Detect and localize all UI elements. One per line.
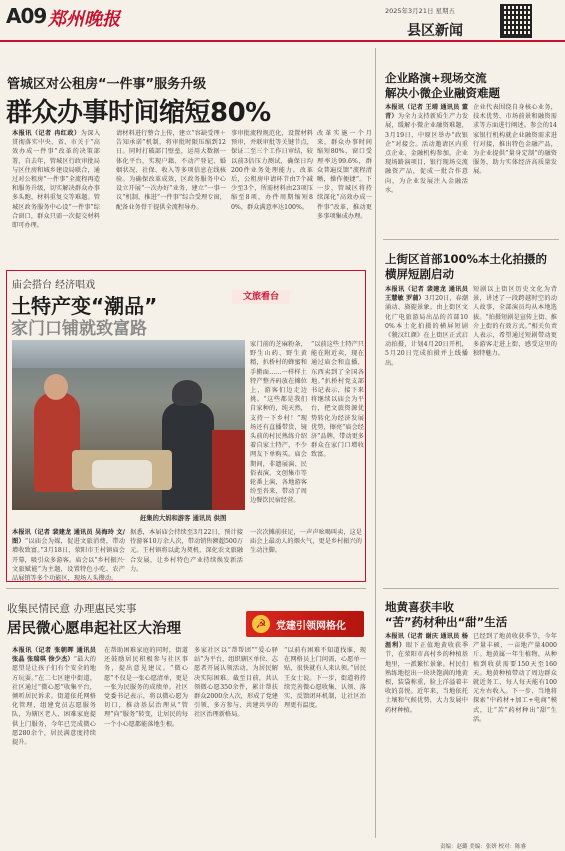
right1-col-1	[385, 103, 468, 236]
feature-bottom-col-2: 据悉，本届庙会持续至3月22日，预计接待游客10万余人次，带动销售额超500万元。王村镇将以此为契机，深化农文旅融合发展，让乡村特色产业持续焕发新活力。	[130, 529, 243, 573]
bottom-byline: 本报讯（记者 张朝晖 通讯员 张晶 张瑞琪 徐少杰）	[12, 647, 96, 664]
right2-col-2: 短剧以上街区历史文化为背景，讲述了一段跨越时空的动人故事，全部演员均从本地选拔。“拍摄短剧是宣传上街、推介上街的有效方式。”相关负责人表示，希望通过短剧带动更多游客走进上街，感受这里的独特魅力。	[473, 286, 557, 358]
top-col-3: 事审批流程规范化，设置材料预审，并联审批等关键节点，保证二至三个工作日审结，较以前3倍压力测试，确保日均200件业务处理能力。改革后，公租房申请环节由7个减少至3个，所需材料由23项压缩至8项，办件周期缩短80%，群众满意率达100%。	[231, 130, 313, 211]
bottom-col-3: 多家社区以“帮帮团”“爱心驿站”为平台，组织辖区单位、志愿者开展认领活动，为居民解决实际困难。截至目前，共认领微心愿350余件，累计帮扶群众2000余人次，形成了党建引领、多方参与、共建共享的社区治理新格局。	[194, 647, 278, 719]
right3-col-2: 已经到了地黄收获季节，今年产量丰硕，一亩地产量4000斤。地黄属一年生植物，从种植到收获需要150天至160天。地黄种植带动了周边群众就近务工，每人每天能有100元左右收入。下一步，当地将探索“中药材+加工+电商”模式，让“苦”药材种出“甜”生活。	[473, 633, 557, 723]
photo-caption-text: 赶集的大妈和游客	[140, 515, 191, 522]
paper-logo: 郑州晚报	[48, 9, 120, 30]
feature-right-col	[250, 340, 307, 525]
party-badge	[246, 611, 364, 637]
qr-code	[500, 4, 532, 38]
photo-red-stand	[212, 430, 245, 510]
photo-bags	[92, 460, 152, 488]
feature-byline: 本报讯（记者 裴建龙 通讯员 吴海玲 文/图）	[12, 529, 125, 546]
issue-date: 2025年3月21日 星期五	[385, 7, 456, 15]
bottom-col-1	[12, 646, 96, 844]
feature-tag: 庙会搭台 经济唱戏	[12, 280, 96, 291]
section-title: 县区新闻	[407, 23, 463, 39]
right3-col-1	[385, 632, 468, 842]
bottom-col-4: “以前有困难不知道找谁，现在网格员上门问需，心愿单一贴，很快就有人来认领。”居民王女士说。下一步，街道将持续完善微心愿收集、认领、落实、反馈闭环机制，让社区治理更有温度。	[284, 647, 366, 710]
photo-credit: 通讯员 供图	[192, 515, 227, 522]
feature-right-text-1: 家门前的芝麻粉条，野生山药、野生黄精，扒桥村的蜂蜜和手擀面……一样样土特产整齐码放在摊位上，游客们边走边挑。“这些都是我们自家种的，纯天然，支持一下乡村！”现场还有直播带货，镜头前的村民熟练介绍着自家土特产，不少网友下单购买。庙会期间，非遗展演、民俗表演、文创集市等轮番上演，各地游客纷至沓来，带动了周边餐饮民宿经营。	[250, 341, 307, 505]
right3-headline-1: 地黄喜获丰收	[385, 600, 454, 614]
bottom-text-1: “最大的愿望是让孩子们有个安全的地方玩耍。”在二七区建中街道，社区通过“微心愿”收集平台，倾听居民诉求。街道依托网格化管理，组建党员志愿服务队，为辖区老人、困难家庭提供上门服务，今年已完成微心愿280余个，居民满意度持续提升。	[12, 656, 96, 747]
footer-credits: 责编：赵璐 美编：张妍 校对：陈睿	[440, 844, 526, 850]
feature-bottom-text-1: “以庙会为媒，促进文旅消费，带动增收致富。”3月18日，荥阳市王村镇庙会开幕，吸引众多游客。庙会以“乡村振兴·文旅赋能”为主题，设置特色小吃、农产品展销等多个功能区，现场人头攒动。	[12, 538, 125, 583]
right1-col-2: 企业代表围绕自身核心业务，技术优势、市场前景和融资需求等方面进行阐述。参会的14家银行机构就企业融资需求进行对接，推出特色金融产品，为企业提供“量身定制”的融资服务，助力实体经济高质量发展。	[473, 104, 557, 176]
party-emblem-icon: ☭	[252, 615, 270, 633]
right3-byline: 本报讯（记者 谢庆 通讯员 杨涯利）	[385, 633, 468, 650]
wenlv-logo: 文旅看台	[232, 290, 290, 304]
top-byline: 本报讯（记者 冉红政）	[12, 130, 81, 137]
right2-col-1	[385, 285, 468, 582]
divider-bottom-left	[6, 588, 366, 589]
party-badge-label: 党建引领网格化	[276, 621, 346, 632]
right2-text-1: 3月20日，春潮涌动、旖旎景象。由上街区文化广电旅游局出品的首部100%本土化拍摄的横屏短剧《虢汉红颜》在上街区正式启动拍摄，计划4月20日开机，5月20日完成拍摄并上线播出。	[385, 295, 469, 367]
right-column-divider	[375, 48, 376, 838]
photo-stall-awning	[12, 340, 245, 368]
feature-right-col-2	[311, 340, 364, 525]
right1-headline-2: 解决小微企业融资难题	[385, 86, 500, 100]
photo-vendor-head	[44, 374, 68, 400]
photo-caption	[140, 513, 226, 522]
top-col-2: 请材料进行整合上传，建立“容缺受理＋告知承诺”机制，将审批时限压缩到12日。同时打破部门壁垒，运用大数据一体化平台，实现户籍、不动产登记、婚姻状况、社保、收入等多项信息在线核验。为确保改革成效，区政务服务中心设立开展“一次办好”业务，建立“一事一议”机制，推进“一件事”综合受理专窗，配备业务骨干提供全流程导办。	[116, 130, 226, 211]
page-code: A09	[6, 4, 47, 28]
right1-text-1: 为全力支持新质生产力发展，缓解小微企业融资难题，3月19日，中原区举办“政银企”对接会。活动邀请区内重点企业、金融机构参加，企业现场路演项目，银行现场交流融资产品，促成一批合作意向，为企业发展注入金融活水。	[385, 113, 469, 194]
top-headline: 群众办事时间缩短80%	[6, 98, 271, 128]
feature-headline-1: 土特产变“潮品”	[11, 294, 158, 318]
top-kicker: 管城区对公租房“一件事”服务升级	[7, 77, 207, 92]
right1-byline: 本报讯（记者 王靖 通讯员 董青）	[385, 104, 468, 121]
feature-photo	[12, 340, 245, 510]
right3-text-1: 眼下正值地黄收获季节，在荥阳市高村乡的种植基地里，一派繁忙景象。村民们熟练地挖出一块块饱满的地黄根，装袋称重，脸上洋溢着丰收的喜悦。近年来，当地依托土壤和气候优势，大力发展中药材种植。	[385, 642, 469, 714]
feature-bottom-col-3: 一次次摊前驻足，一声声吆喝叫卖，这是庙会上最动人的烟火气，更是乡村振兴的生动注脚。	[250, 529, 362, 555]
right1-headline-1: 企业路演+现场交流	[385, 71, 487, 85]
divider-right-3	[383, 588, 559, 589]
bottom-col-2: 在帮助困难家庭的同时，街道还鼓励居民积极参与社区事务，提出意见建议。“微心愿”不仅是一张心愿清单，更是一张为民服务的成绩单。社区党委书记表示，将以微心愿为切口，推动基层治理从“管理”向“服务”转变，让居民的每一个小心愿都能落地生根。	[104, 647, 188, 728]
right3-headline-2: “苦”药材种出“甜”生活	[385, 615, 508, 629]
feature-right-text-2: “以前这些土特产只能在附近卖，现在通过庙会和直播，东西卖到了全国各地。”扒桥村党支部书记表示，接下来将继续以庙会为平台，把文旅资源优势转化为经济发展优势，擦亮“庙会经济”品牌，带动更多群众在家门口增收致富。	[311, 341, 364, 459]
right2-byline: 本报讯（记者 裴建龙 通讯员 王慧敏 罗蒲）	[385, 286, 468, 303]
photo-man-hat	[172, 380, 202, 406]
top-col-4: 改革实施一个月来，群众办事时间缩短80%，窗口受理率达99.6%，群众普遍反馈“流程清晰，操作便捷”。下一步，管城区将持续深化“高效办成一件事”改革，推动更多事项集成办理。	[317, 130, 372, 220]
feature-headline-2: 家门口铺就致富路	[11, 319, 147, 339]
bottom-headline: 居民微心愿串起社区大治理	[7, 621, 181, 637]
right2-headline-2: 横屏短剧启动	[385, 267, 454, 281]
right2-headline-1: 上街区首部100%本土化拍摄的	[385, 252, 548, 266]
top-col-1	[12, 129, 100, 239]
divider-right-2	[383, 239, 559, 240]
masthead-rule	[0, 40, 565, 42]
top-text-1: 为深入贯彻落实中央、省、市关于“高效办成一件事”改革的决策部署，自去年，管城区行政审批局与区住房和城乡建设局联合，通过对公租房“一件事”全流程再造和服务升级，切实解决群众办事多头跑、材料重复交等难题。管城区政务服务中心设“一件事”综合窗口，群众只需一次提交材料即可办理。	[12, 130, 101, 230]
feature-bottom-col-1	[12, 528, 125, 583]
bottom-kicker: 收集民情民意 办理惠民实事	[7, 603, 137, 615]
